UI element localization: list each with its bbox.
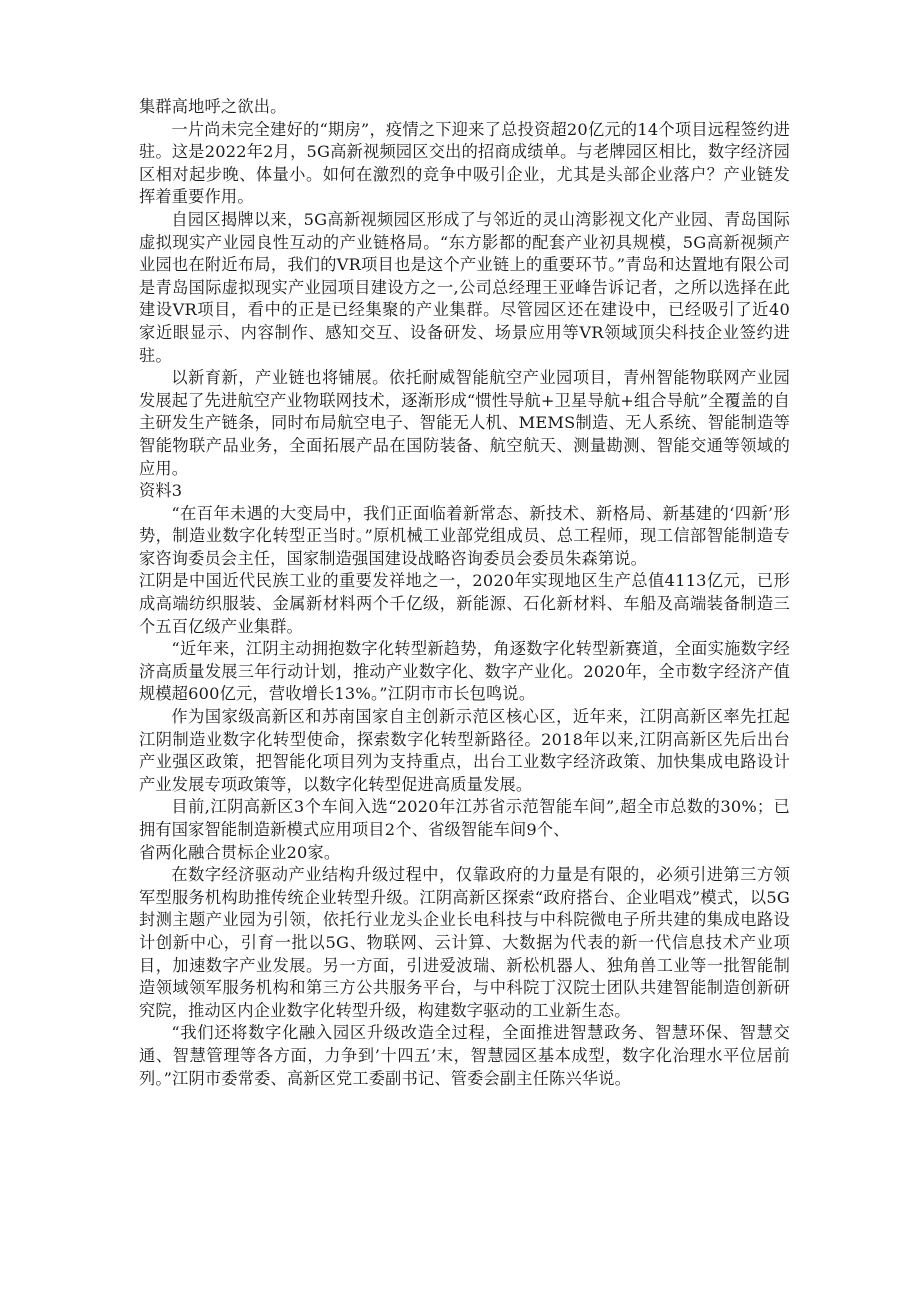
paragraph-industry-chain: 自园区揭牌以来，5G高新视频园区形成了与邻近的灵山湾影视文化产业园、青岛国际虚拟现实产业园良性互动的产业链格局。“东方影都的配套产业初具规模，5G高新视频产业园也在附近布局，我们的VR项目也是这个产业链上的重要环节。”青岛和达置地有限公司是青岛国际虚拟现实产业园项目建设方之一,公司总经理王亚峰告诉记者，之所以选择在此建设VR项目，看中的正是已经集聚的产业集群。尽管园区还在建设中，已经吸引了近40家近眼显示、内容制作、感知交互、设备研发、场景应用等VR领域顶尖科技企业签约进驻。 [139, 209, 790, 365]
paragraph-high-tech-zone: 作为国家级高新区和苏南国家自主创新示范区核心区，近年来，江阴高新区率先扛起江阴制造业数字化转型使命，探索数字化转型新路径。2018年以来,江阴高新区先后出台产业强区政策，把智能化项目列为支持重点，出台工业数字经济政策、加快集成电路设计产业发展专项政策等，以数字化转型促进高质量发展。 [139, 707, 790, 794]
paragraph-continuation: 集群高地呼之欲出。 [139, 97, 287, 116]
paragraph-quote-zhu: “在百年未遇的大变局中，我们正面临着新常态、新技术、新格局、新基建的‘四新’形势，制造业数字化转型正当时。”原机械工业部党组成员、总工程师，现工信部智能制造专家咨询委员会主任，国家制造强国建设战略咨询委员会委员朱森第说。 [139, 503, 790, 568]
paragraph-jiangyin-intro: 江阴是中国近代民族工业的重要发祥地之一，2020年实现地区生产总值4113亿元，已形成高端纺织服装、金属新材料两个千亿级，新能源、石化新材料、车船及高端装备制造三个五百亿级产业集群。 [139, 571, 790, 636]
paragraph-quote-chen: “我们还将数字化融入园区升级改造全过程，全面推进智慧政务、智慧环保、智慧交通、智慧管理等各方面，力争到’十四五’末，智慧园区基本成型，数字化治理水平位居前列。”江阴市委常委、高新区党工委副书记、管委会副主任陈兴华说。 [139, 1023, 790, 1088]
paragraph-smart-workshops: 目前,江阴高新区3个车间入选“2020年江苏省示范智能车间”,超全市总数的30%；已拥有国家智能制造新模式应用项目2个、省级智能车间9个、 [139, 797, 790, 839]
paragraph-quote-mayor: “近年来，江阴主动拥抱数字化转型新趋势，角逐数字化转型新赛道，全面实施数字经济高质量发展三年行动计划，推动产业数字化、数字产业化。2020年，全市数字经济产值规模超600亿元，营收增长13%。”江阴市市长包鸣说。 [139, 639, 790, 704]
paragraph-aviation-iot: 以新育新，产业链也将铺展。依托耐威智能航空产业园项目，青州智能物联网产业园发展起了先进航空产业物联网技术，逐渐形成“惯性导航+卫星导航+组合导航”全覆盖的自主研发生产链条，同时布局航空电子、智能无人机、MEMS制造、无人系统、智能制造等智能物联产品业务，全面拓展产品在国防装备、航空航天、测量勘测、智能交通等领域的应用。 [139, 368, 790, 478]
paragraph-smart-workshops-tail: 省两化融合贯标企业20家。 [139, 842, 341, 862]
paragraph-investment: 一片尚未完全建好的“期房”，疫情之下迎来了总投资超20亿元的14个项目远程签约进驻。这是2022年2月，5G高新视频园区交出的招商成绩单。与老牌园区相比，数字经济园区相对起步晚、体量小。如何在激烈的竞争中吸引企业，尤其是头部企业落户？产业链发挥着重要作用。 [139, 119, 790, 207]
document-body [139, 96, 790, 1090]
material-heading: 资料3 [139, 481, 183, 501]
paragraph-service-platforms: 在数字经济驱动产业结构升级过程中，仅靠政府的力量是有限的，必须引进第三方领军型服务机构助推传统企业转型升级。江阴高新区探索“政府搭台、企业唱戏”模式，以5G封测主题产业园为引领，依托行业龙头企业长电科技与中科院微电子所共建的集成电路设计创新中心，引育一批以5G、物联网、云计算、大数据为代表的新一代信息技术产业项目，加速数字产业发展。另一方面，引进爱波瑞、新松机器人、独角兽工业等一批智能制造领域领军服务机构和第三方公共服务平台，与中科院丁汉院士团队共建智能制造创新研究院，推动区内企业数字化转型升级，构建数字驱动的工业新生态。 [139, 865, 790, 1020]
